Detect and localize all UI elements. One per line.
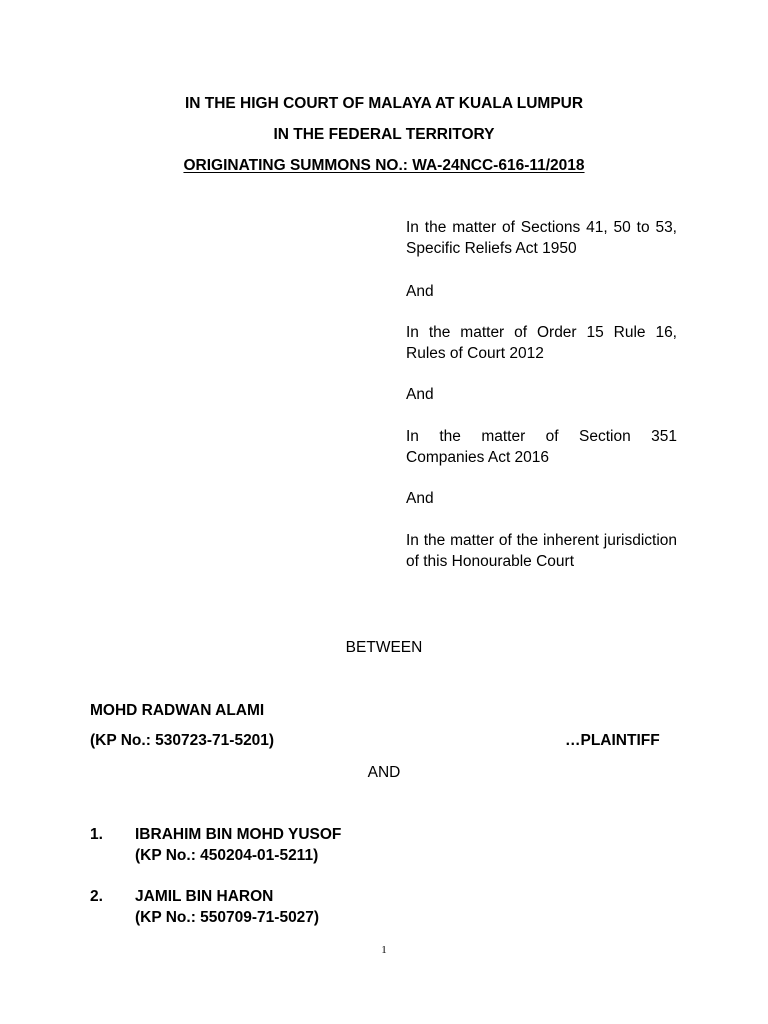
defendant-1-kp: (KP No.: 450204-01-5211) <box>135 847 319 864</box>
matter-companies-act: In the matter of Section 351 Companies Act 2016 <box>406 428 677 466</box>
defendant-2-name: JAMIL BIN HARON <box>135 888 274 905</box>
between-label: BETWEEN <box>345 639 423 656</box>
matter-and-1: And <box>406 283 434 300</box>
defendant-1-name: IBRAHIM BIN MOHD YUSOF <box>135 826 342 843</box>
court-title: IN THE HIGH COURT OF MALAYA AT KUALA LUMPUR <box>184 95 584 112</box>
summons-number-text: ORIGINATING SUMMONS NO.: WA-24NCC-616-11/2018 <box>183 157 585 174</box>
page-number: 1 <box>381 944 387 956</box>
plaintiff-role: …PLAINTIFF <box>565 732 660 749</box>
summons-number <box>0 156 768 176</box>
territory-title: IN THE FEDERAL TERRITORY <box>273 126 495 143</box>
matter-and-2: And <box>406 386 434 403</box>
plaintiff-kp: (KP No.: 530723-71-5201) <box>90 732 275 749</box>
defendant-1-number: 1. <box>90 826 103 843</box>
matter-order: In the matter of Order 15 Rule 16, Rules of Court 2012 <box>406 324 677 362</box>
matter-and-3: And <box>406 490 434 507</box>
matter-sections: In the matter of Sections 41, 50 to 53, Specific Reliefs Act 1950 <box>406 219 677 257</box>
matter-inherent-jurisdiction: In the matter of the inherent jurisdiction of this Honourable Court <box>406 532 677 570</box>
defendant-2-number: 2. <box>90 888 103 905</box>
plaintiff-name: MOHD RADWAN ALAMI <box>90 702 265 719</box>
defendant-2-kp: (KP No.: 550709-71-5027) <box>135 909 320 926</box>
and-label: AND <box>367 764 401 781</box>
